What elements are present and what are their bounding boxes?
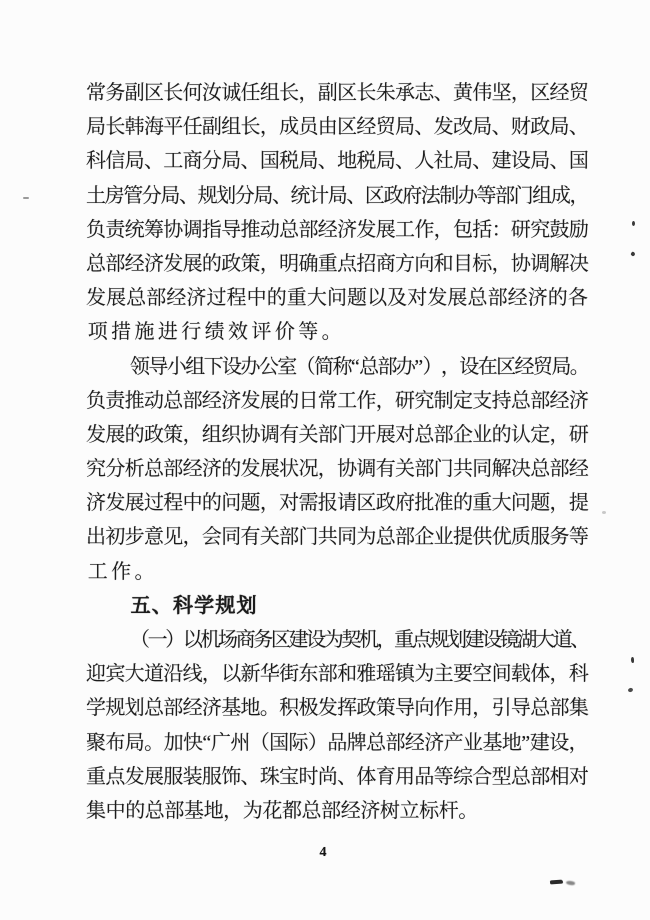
document-text-block [86,76,591,828]
text-line: 重 点 发 展 服 装 服 饰 、 珠 宝 时 尚 、 体 育 用 品 等 综 合 型 总 部 相 对 [86,765,589,788]
text-line: 发 展 的 政 策 ， 组 织 协 调 有 关 部 门 开 展 对 总 部 企 业 的 认 定 ， 研 [86,423,589,446]
scan-speck [627,687,633,692]
text-line: 出 初 步 意 见 ， 会 同 有 关 部 门 共 同 为 总 部 企 业 提 供 优 质 服 务 等 [86,526,589,549]
text-line: 常 务 副 区 长 何 汝 诚 任 组 长 ， 副 区 长 朱 承 志 、 黄 伟 坚 ， 区 经 贸 [86,82,589,104]
text-line: 集 中 的 总 部 基 地 ， 为 花 都 总 部 经 济 树 立 标 杆 。 [86,799,479,822]
text-line: 局 长 韩 海 平 任 副 组 长 ， 成 员 由 区 经 贸 局 、 发 改 局 、 财 政 局 、 [86,116,589,139]
scan-speck [23,197,29,199]
text-line: 学 规 划 总 部 经 济 基 地 。 积 极 发 挥 政 策 导 向 作 用 ， 引 导 总 部 集 [86,697,589,720]
page-number: 4 [319,845,327,860]
text-line: 总 部 经 济 发 展 的 政 策 ， 明 确 重 点 招 商 方 向 和 目 标 ， 协 调 解 决 [86,252,589,275]
section-heading: 五 、 科 学 规 划 [130,594,257,617]
ink-smudge-mark [566,880,576,886]
scan-speck [630,251,636,257]
text-line: 工 作 。 [87,560,155,583]
text-line: 科 信 局 、 工 商 分 局 、 国 税 局 、 地 税 局 、 人 社 局 、 建 设 局 、 国 [86,150,589,173]
ink-smudge [550,880,576,888]
scan-speck [631,657,634,663]
text-line: 济 发 展 过 程 中 的 问 题 ， 对 需 报 请 区 政 府 批 准 的 重 大 问 题 ， 提 [86,492,589,515]
text-line: 领 导 小 组 下 设 办 公 室 （ 简 称 “ 总 部 办 ” ） ， 设 在 区 经 贸 局 。 [130,355,590,378]
text-line: 负 责 统 筹 协 调 指 导 推 动 总 部 经 济 发 展 工 作 ， 包 括 ： 研 究 鼓 励 [86,218,589,241]
text-line: 土 房 管 分 局 、 规 划 分 局 、 统 计 局 、 区 政 府 法 制 办 等 部 门 组 成 ， [86,184,590,207]
scan-speck [602,511,606,514]
text-line: 迎 宾 大 道 沿 线 ， 以 新 华 街 东 部 和 雅 瑶 镇 为 主 要 空 间 载 体 ， 科 [86,663,589,686]
text-line: 负 责 推 动 总 部 经 济 发 展 的 日 常 工 作 ， 研 究 制 定 支 持 总 部 经 济 [86,389,589,412]
text-line: 聚 布 局 。 加 快 “ 广 州 （ 国 际 ） 品 牌 总 部 经 济 产 业 基 地 ” 建 设 ， [86,731,589,754]
text-line: （ 一 ） 以 机 场 商 务 区 建 设 为 契 机 ， 重 点 规 划 建 设 镜 湖 大 道 、 [130,629,591,651]
scan-speck [632,221,635,226]
text-line: 究 分 析 总 部 经 济 的 发 展 状 况 ， 协 调 有 关 部 门 共 同 解 决 总 部 经 [86,458,589,481]
text-line: 发 展 总 部 经 济 过 程 中 的 重 大 问 题 以 及 对 发 展 总 部 经 济 的 各 [86,287,588,310]
text-line: 项 措 施 进 行 绩 效 评 价 等 。 [87,321,342,344]
ink-smudge-mark [550,880,563,885]
